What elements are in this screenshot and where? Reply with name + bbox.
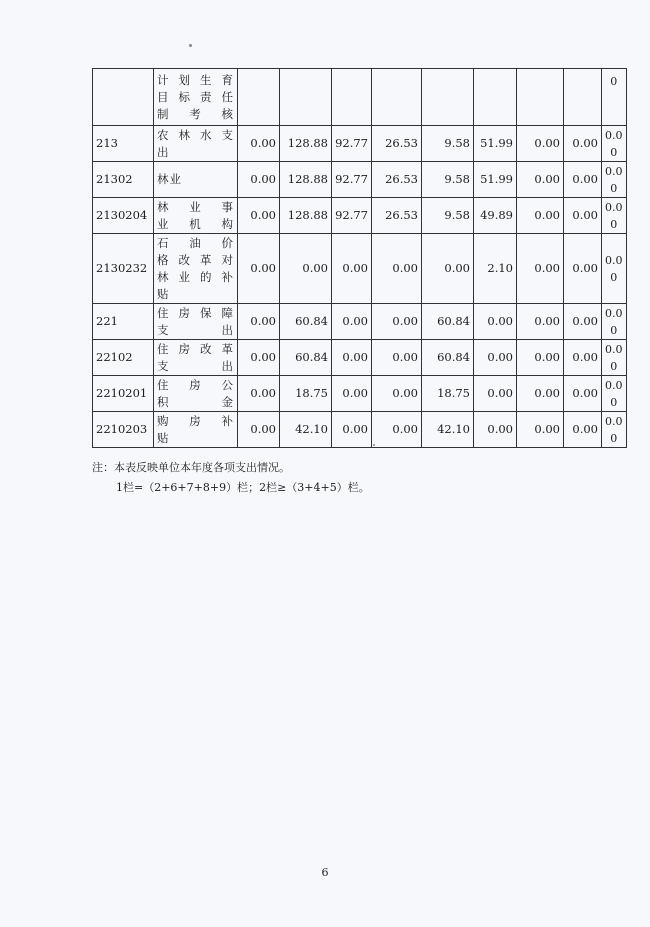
row-name-line: 住房公 xyxy=(157,377,234,392)
amount-cell: 0.00 xyxy=(372,412,422,448)
amount-cell: 0.00 xyxy=(517,234,564,304)
table-row xyxy=(93,304,627,340)
amount-cell: 0.00 xyxy=(564,162,602,198)
row-code: 2210203 xyxy=(93,412,154,448)
amount-cell: 60.84 xyxy=(422,304,474,340)
row-name-line: 积金 xyxy=(157,394,234,409)
amount-cell xyxy=(238,69,280,126)
footnote-line-1: 注：本表反映单位本年度各项支出情况。 xyxy=(92,461,290,474)
last-column-line: 0 xyxy=(610,359,618,373)
amount-cell: 128.88 xyxy=(280,162,332,198)
amount-cell xyxy=(517,69,564,126)
amount-cell: 0.00 xyxy=(517,126,564,162)
last-column-line: 0 xyxy=(610,270,618,284)
last-column-cell xyxy=(602,198,627,234)
amount-cell: 0.00 xyxy=(238,198,280,234)
row-name xyxy=(154,69,238,126)
table-row xyxy=(93,412,627,448)
amount-cell: 0.00 xyxy=(372,340,422,376)
amount-cell: 0.00 xyxy=(238,412,280,448)
row-name-line: 购房补 xyxy=(157,413,234,428)
amount-cell: 0.00 xyxy=(517,162,564,198)
amount-cell xyxy=(422,69,474,126)
row-code: 213 xyxy=(93,126,154,162)
amount-cell: 60.84 xyxy=(280,304,332,340)
last-column-line: 0 xyxy=(610,217,618,231)
amount-cell: 128.88 xyxy=(280,198,332,234)
row-name-line: 业机构 xyxy=(157,216,234,231)
amount-cell: 0.00 xyxy=(564,126,602,162)
last-column-line: 0.0 xyxy=(605,306,623,320)
amount-cell: 0.00 xyxy=(280,234,332,304)
last-column-line: 0.0 xyxy=(605,378,623,392)
last-column-line: 0.0 xyxy=(605,414,623,428)
amount-cell: 0.00 xyxy=(564,376,602,412)
amount-cell xyxy=(564,69,602,126)
last-column-line: 0.0 xyxy=(605,200,623,214)
last-column-line: 0.0 xyxy=(605,128,623,142)
amount-cell: 0.00 xyxy=(517,304,564,340)
table-row xyxy=(93,376,627,412)
amount-cell xyxy=(372,69,422,126)
amount-cell: 0.00 xyxy=(564,412,602,448)
scan-speck xyxy=(189,44,192,47)
amount-cell: 0.00 xyxy=(517,376,564,412)
scan-speck xyxy=(373,444,375,446)
amount-cell: 0.00 xyxy=(372,234,422,304)
row-code: 22102 xyxy=(93,340,154,376)
row-name xyxy=(154,412,238,448)
amount-cell: 0.00 xyxy=(372,304,422,340)
row-name-line: 林业 xyxy=(157,172,182,186)
amount-cell: 42.10 xyxy=(422,412,474,448)
last-column-line: 0 xyxy=(610,431,618,445)
amount-cell: 0.00 xyxy=(474,376,517,412)
table-row xyxy=(93,234,627,304)
amount-cell: 2.10 xyxy=(474,234,517,304)
last-column-line: 0 xyxy=(610,181,618,195)
row-name-line: 制考核 xyxy=(157,106,234,121)
amount-cell: 0.00 xyxy=(238,376,280,412)
amount-cell: 0.00 xyxy=(238,234,280,304)
amount-cell: 26.53 xyxy=(372,198,422,234)
amount-cell: 18.75 xyxy=(422,376,474,412)
last-column-cell xyxy=(602,376,627,412)
row-name-line: 住房保障 xyxy=(157,305,234,320)
amount-cell: 0.00 xyxy=(564,198,602,234)
amount-cell xyxy=(474,69,517,126)
row-code: 2130204 xyxy=(93,198,154,234)
last-column-cell xyxy=(602,304,627,340)
amount-cell: 0.00 xyxy=(474,340,517,376)
last-column-line: 0 xyxy=(610,323,618,337)
table-row xyxy=(93,126,627,162)
amount-cell: 0.00 xyxy=(517,412,564,448)
expenditure-table xyxy=(92,68,627,448)
row-name xyxy=(154,376,238,412)
amount-cell: 0.00 xyxy=(564,304,602,340)
amount-cell: 51.99 xyxy=(474,162,517,198)
amount-cell: 60.84 xyxy=(422,340,474,376)
row-name xyxy=(154,198,238,234)
amount-cell: 0.00 xyxy=(332,376,372,412)
amount-cell: 0.00 xyxy=(238,126,280,162)
amount-cell: 9.58 xyxy=(422,198,474,234)
amount-cell: 0.00 xyxy=(422,234,474,304)
last-column-line: 0 xyxy=(610,395,618,409)
amount-cell: 0.00 xyxy=(564,234,602,304)
amount-cell: 0.00 xyxy=(564,340,602,376)
row-code: 221 xyxy=(93,304,154,340)
amount-cell: 9.58 xyxy=(422,162,474,198)
row-name xyxy=(154,340,238,376)
amount-cell: 0.00 xyxy=(517,340,564,376)
row-name xyxy=(154,234,238,304)
amount-cell: 92.77 xyxy=(332,126,372,162)
amount-cell: 92.77 xyxy=(332,198,372,234)
table-body xyxy=(93,69,627,448)
amount-cell: 0.00 xyxy=(238,340,280,376)
amount-cell: 0.00 xyxy=(474,412,517,448)
row-name-line: 贴 xyxy=(157,286,170,301)
table-row xyxy=(93,162,627,198)
amount-cell: 0.00 xyxy=(332,234,372,304)
row-name xyxy=(154,304,238,340)
last-column-line: 0.0 xyxy=(605,342,623,356)
table-footnote xyxy=(92,458,370,498)
amount-cell: 0.00 xyxy=(332,304,372,340)
row-name xyxy=(154,126,238,162)
amount-cell: 26.53 xyxy=(372,126,422,162)
amount-cell: 42.10 xyxy=(280,412,332,448)
last-column-cell xyxy=(602,126,627,162)
row-name-line: 计划生育 xyxy=(157,72,234,87)
amount-cell: 51.99 xyxy=(474,126,517,162)
amount-cell: 0.00 xyxy=(517,198,564,234)
row-code xyxy=(93,69,154,126)
footnote-line-2: 1栏=（2+6+7+8+9）栏；2栏≥（3+4+5）栏。 xyxy=(116,481,370,494)
amount-cell: 128.88 xyxy=(280,126,332,162)
last-column-line: 0 xyxy=(610,145,618,159)
amount-cell: 26.53 xyxy=(372,162,422,198)
amount-cell: 49.89 xyxy=(474,198,517,234)
row-name-line: 出 xyxy=(157,144,170,159)
row-name-line: 石油价 xyxy=(157,235,234,250)
row-name-line: 支出 xyxy=(157,322,234,337)
row-code: 2210201 xyxy=(93,376,154,412)
amount-cell xyxy=(332,69,372,126)
row-name-line: 农林水支 xyxy=(157,127,234,142)
row-code: 2130232 xyxy=(93,234,154,304)
row-name-line: 林业事 xyxy=(157,199,234,214)
row-name-line: 林业的补 xyxy=(157,269,234,284)
amount-cell xyxy=(280,69,332,126)
row-name-line: 支出 xyxy=(157,358,234,373)
last-column-line: 0.0 xyxy=(605,253,623,267)
amount-cell: 0.00 xyxy=(474,304,517,340)
row-name-line: 目标责任 xyxy=(157,89,234,104)
last-column-cell xyxy=(602,340,627,376)
amount-cell: 0.00 xyxy=(332,340,372,376)
amount-cell: 0.00 xyxy=(238,162,280,198)
row-name-line: 贴 xyxy=(157,430,170,445)
last-column-line: 0.0 xyxy=(605,164,623,178)
amount-cell: 0.00 xyxy=(238,304,280,340)
table-row xyxy=(93,340,627,376)
page-number: 6 xyxy=(321,866,329,879)
amount-cell: 60.84 xyxy=(280,340,332,376)
amount-cell: 0.00 xyxy=(372,376,422,412)
last-column-cell xyxy=(602,69,627,126)
amount-cell: 18.75 xyxy=(280,376,332,412)
amount-cell: 0.00 xyxy=(332,412,372,448)
last-column-cell xyxy=(602,162,627,198)
row-name xyxy=(154,162,238,198)
amount-cell: 9.58 xyxy=(422,126,474,162)
last-column-line: 0 xyxy=(610,75,618,88)
row-name-line: 住房改革 xyxy=(157,341,234,356)
row-name-line: 格改革对 xyxy=(157,252,234,267)
table-row xyxy=(93,198,627,234)
last-column-cell xyxy=(602,234,627,304)
amount-cell: 92.77 xyxy=(332,162,372,198)
row-code: 21302 xyxy=(93,162,154,198)
last-column-cell xyxy=(602,412,627,448)
table-row xyxy=(93,69,627,126)
